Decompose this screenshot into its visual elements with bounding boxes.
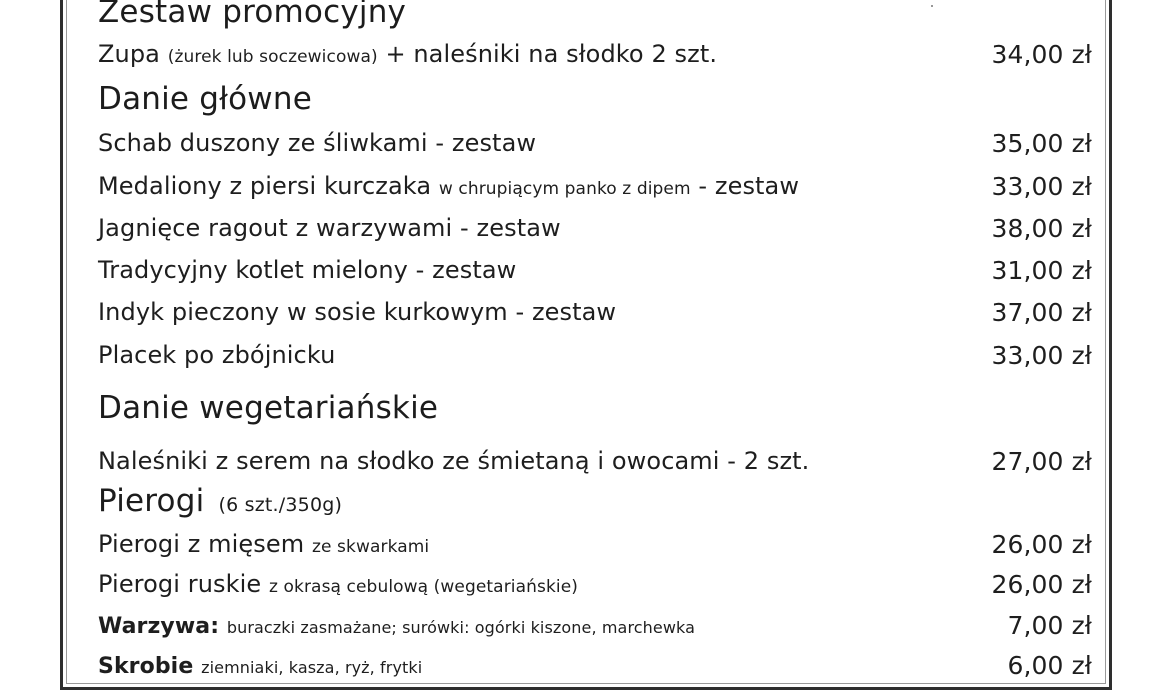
item-price: 33,00 zł (991, 172, 1092, 201)
menu-item: Indyk pieczony w sosie kurkowym - zestaw 37,00 zł (98, 298, 1092, 327)
menu-item-vegetables: Warzywa: buraczki zasmażane; surówki: ogórki kiszone, marchewka 7,00 zł (98, 611, 1092, 640)
item-price: 26,00 zł (991, 530, 1092, 559)
menu-item: Jagnięce ragout z warzywami - zestaw 38,00 zł (98, 214, 1092, 243)
menu-item: Tradycyjny kotlet mielony - zestaw 31,00 zł (98, 256, 1092, 285)
section-title-pierogi: Pierogi (6 szt./350g) (98, 483, 343, 519)
menu-item-vege: Naleśniki z serem na słodko ze śmietaną i owocami - 2 szt. 27,00 zł (98, 447, 1092, 476)
item-price: 34,00 zł (991, 40, 1092, 69)
menu-item: Pierogi z mięsem ze skwarkami 26,00 zł (98, 530, 1092, 559)
item-price: 31,00 zł (991, 256, 1092, 285)
item-price: 38,00 zł (991, 214, 1092, 243)
menu-item: Schab duszony ze śliwkami - zestaw 35,00 zł (98, 129, 1092, 158)
section-title-main: Danie główne (98, 81, 312, 117)
item-price: 6,00 zł (1007, 651, 1092, 680)
menu-item: Medaliony z piersi kurczaka w chrupiącym panko z dipem - zestaw 33,00 zł (98, 172, 1092, 201)
item-price: 35,00 zł (991, 129, 1092, 158)
menu-item: Pierogi ruskie z okrasą cebulową (wegetariańskie) 26,00 zł (98, 570, 1092, 599)
item-price: 33,00 zł (991, 341, 1092, 370)
item-price: 37,00 zł (991, 298, 1092, 327)
item-price: 7,00 zł (1007, 611, 1092, 640)
menu-item: Placek po zbójnicku 33,00 zł (98, 341, 1092, 370)
item-price: 26,00 zł (991, 570, 1092, 599)
section-subtitle: (6 szt./350g) (218, 494, 343, 516)
menu-item-starches: Skrobie ziemniaki, kasza, ryż, frytki 6,00 zł (98, 651, 1092, 680)
menu-item-promo: Zupa (żurek lub soczewicowa) + naleśniki na słodko 2 szt. 34,00 zł (98, 40, 1092, 69)
section-title-promo: Zestaw promocyjny (98, 0, 407, 30)
section-title-vege: Danie wegetariańskie (98, 390, 439, 426)
item-price: 27,00 zł (991, 447, 1092, 476)
